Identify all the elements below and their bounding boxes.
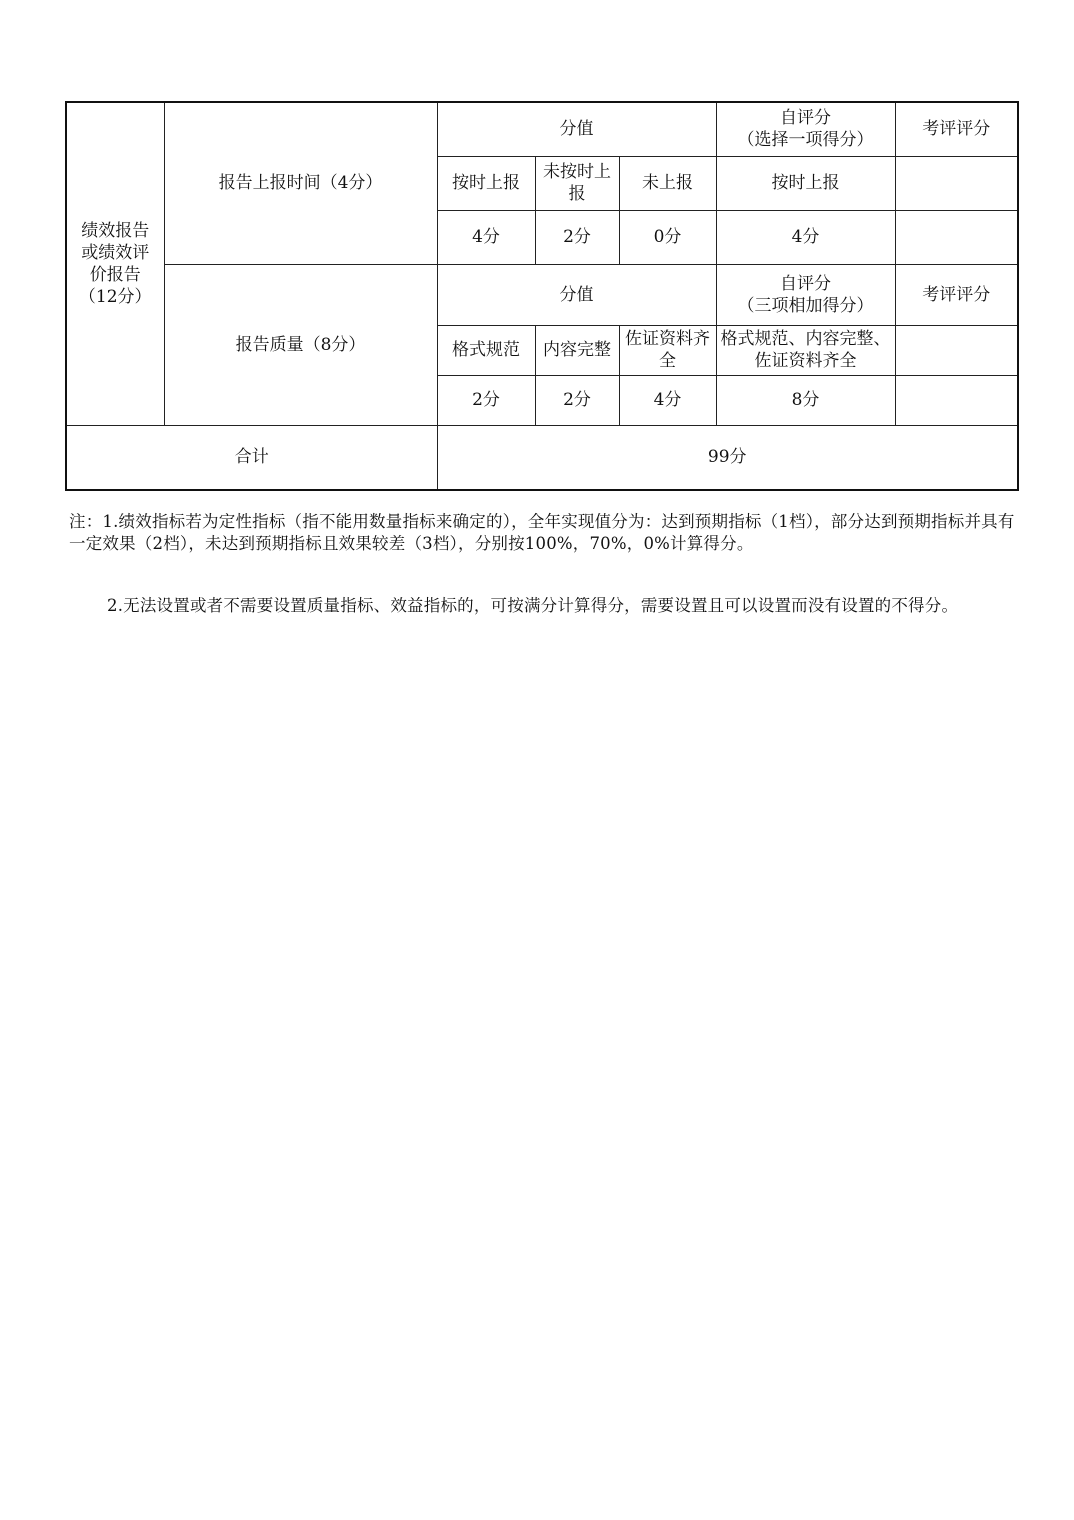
option-format: 格式规范 xyxy=(437,325,535,375)
self-option-report-quality: 格式规范、内容完整、佐证资料齐全 xyxy=(716,325,895,375)
scoring-table xyxy=(65,101,1019,491)
score-not-reported: 0分 xyxy=(619,210,716,264)
total-value: 99分 xyxy=(437,425,1018,490)
option-content: 内容完整 xyxy=(535,325,619,375)
note-2: 2.无法设置或者不需要设置质量指标、效益指标的，可按满分计算得分，需要设置且可以设置而没有设置的不得分。 xyxy=(107,596,959,615)
review-score-report-quality xyxy=(895,375,1018,425)
total-label: 合计 xyxy=(66,425,437,490)
section-report-quality-name: 报告质量（8分） xyxy=(164,264,437,425)
section-report-quality-self-header: 自评分 （三项相加得分） xyxy=(716,264,895,325)
section-report-time-value-header: 分值 xyxy=(437,102,716,156)
option-evidence: 佐证资料齐全 xyxy=(619,325,716,375)
score-late: 2分 xyxy=(535,210,619,264)
review-option-report-time xyxy=(895,156,1018,210)
review-option-report-quality xyxy=(895,325,1018,375)
section-report-time-self-header: 自评分 （选择一项得分） xyxy=(716,102,895,156)
self-score-report-quality: 8分 xyxy=(716,375,895,425)
category-cell: 绩效报告或绩效评价报告（12分） xyxy=(66,102,164,425)
option-on-time: 按时上报 xyxy=(437,156,535,210)
self-score-report-time: 4分 xyxy=(716,210,895,264)
note-1: 注：1.绩效指标若为定性指标（指不能用数量指标来确定的），全年实现值分为：达到预期指标（1档），部分达到预期指标并具有一定效果（2档），未达到预期指标且效果较差（3档），分别按100%，70%，0%计算得分。 xyxy=(69,512,1015,553)
score-content: 2分 xyxy=(535,375,619,425)
score-format: 2分 xyxy=(437,375,535,425)
section-report-quality-value-header: 分值 xyxy=(437,264,716,325)
review-score-report-time xyxy=(895,210,1018,264)
score-evidence: 4分 xyxy=(619,375,716,425)
option-not-reported: 未上报 xyxy=(619,156,716,210)
score-on-time: 4分 xyxy=(437,210,535,264)
section-report-time-review-header: 考评评分 xyxy=(895,102,1018,156)
section-report-quality-review-header: 考评评分 xyxy=(895,264,1018,325)
option-late: 未按时上报 xyxy=(535,156,619,210)
self-option-report-time: 按时上报 xyxy=(716,156,895,210)
section-report-time-name: 报告上报时间（4分） xyxy=(164,102,437,264)
